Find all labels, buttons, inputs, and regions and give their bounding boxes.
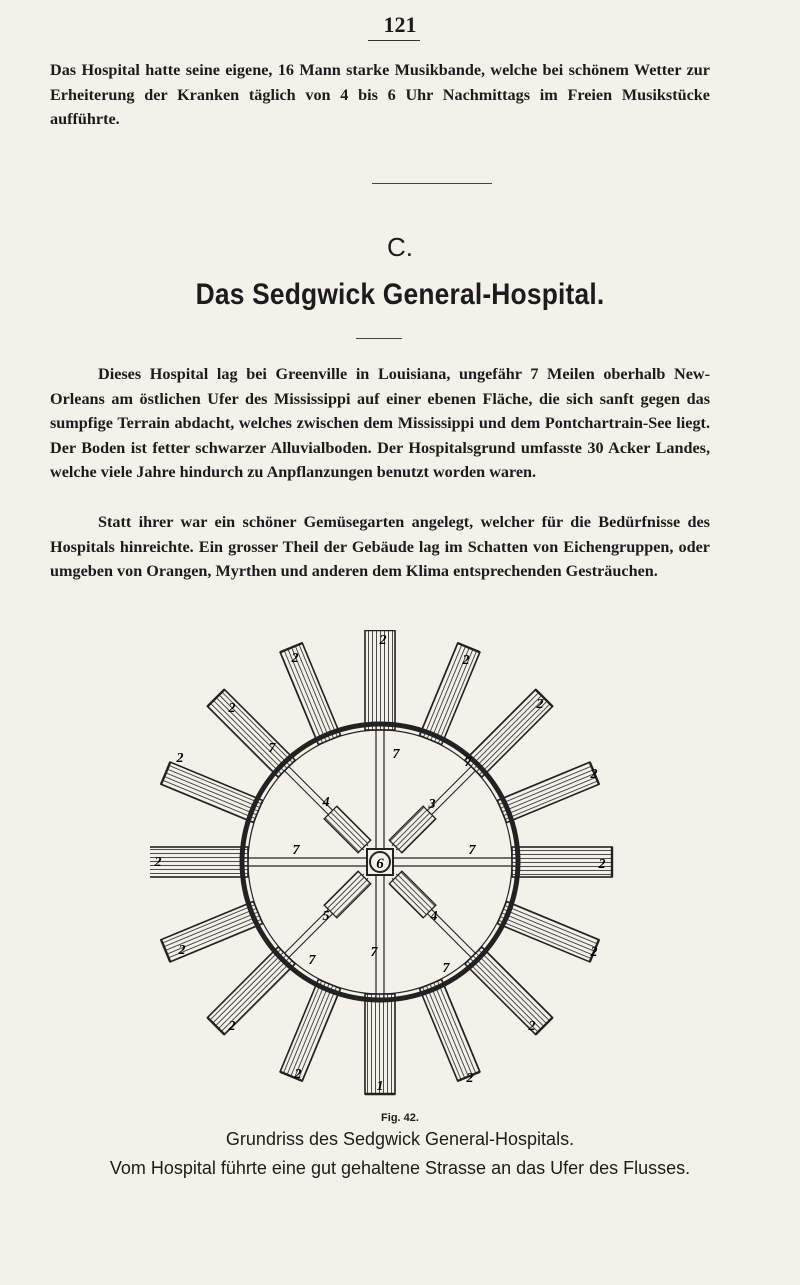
plan-label: 7: [392, 747, 400, 762]
section-title: Das Sedgwick General-Hospital.: [195, 278, 605, 311]
ward-pavilion: [161, 762, 263, 822]
section-separator-rule: [372, 183, 492, 184]
plan-label: 7: [268, 741, 276, 756]
plan-label: 2: [294, 1067, 302, 1082]
plan-label: 7: [370, 945, 378, 960]
plan-label: 2: [462, 653, 470, 668]
inner-building-body: [324, 871, 371, 918]
inner-building: [389, 871, 436, 918]
plan-label: 2: [528, 1019, 536, 1034]
ward-body: [280, 643, 340, 745]
plan-label: 2: [466, 1071, 474, 1086]
plan-label: 2: [536, 697, 544, 712]
ward-body: [512, 847, 612, 877]
plan-label: 2: [590, 945, 598, 960]
plan-label: 2: [379, 633, 387, 648]
ward-pavilion: [161, 901, 263, 961]
plan-label: 2: [291, 651, 299, 666]
ward-pavilion: [280, 979, 340, 1081]
plan-label: 2: [228, 1019, 236, 1034]
inner-building: [324, 806, 371, 853]
plan-label: 2: [228, 701, 236, 716]
ward-body: [280, 979, 340, 1081]
plan-label: 2: [598, 857, 606, 872]
inner-building-body: [389, 806, 436, 853]
figure-caption: Grundriss des Sedgwick General-Hospitals.: [225, 1129, 575, 1149]
ward-body: [161, 901, 263, 961]
page-number: 121: [383, 12, 417, 37]
plan-label: 2: [178, 943, 186, 958]
plan-label: 7: [292, 843, 300, 858]
ward-pavilion: [497, 762, 599, 822]
ward-body: [419, 643, 479, 745]
figure-label: Fig. 42.: [381, 1112, 419, 1124]
ward-body: [150, 847, 248, 877]
inner-building: [389, 806, 436, 853]
plan-label: 3: [428, 797, 436, 812]
ward-body: [497, 762, 599, 822]
ward-body: [161, 762, 263, 822]
plan-label: 4: [430, 909, 438, 924]
plan-label: 7: [308, 953, 316, 968]
plan-label: 2: [590, 767, 598, 782]
page-number-rule: [368, 40, 420, 41]
plan-label: 5: [322, 909, 330, 924]
ward-pavilion: [512, 847, 612, 877]
plan-label: 7: [464, 755, 472, 770]
ward-pavilion: [150, 847, 248, 877]
inner-building-body: [389, 871, 436, 918]
plan-label: 2: [176, 751, 184, 766]
ward-body: [419, 979, 479, 1081]
plan-label: 7: [468, 843, 476, 858]
ward-pavilion: [497, 901, 599, 961]
paragraph-description: Dieses Hospital lag bei Greenville in Louisiana, ungefähr 7 Meilen oberhalb New-Orleans am östlichen Ufer des Mississippi auf einer ebenen Fläche, die sich sanft gegen das sumpfige Terrain abdacht, welches zwischen dem Mississippi und dem Pontchartrain-See liegt. Der Boden ist fetter schwarzer Alluvialboden. Der Hospitalsgrund umfasste 30 Acker Landes, welche viele Jahre hindurch zu Anpflanzungen benutzt worden waren.: [50, 365, 710, 481]
center-label: 6: [376, 856, 384, 872]
final-line: Vom Hospital führte eine gut gehaltene Strasse an das Ufer des Flusses.: [109, 1158, 691, 1178]
hospital-floor-plan-figure: [150, 630, 630, 1110]
ward-pavilion: [419, 979, 479, 1081]
plan-label: 2: [154, 855, 162, 870]
paragraph-garden: Statt ihrer war ein schöner Gemüsegarten angelegt, welcher für die Bedürfnisse des Hospitals hinreichte. Ein grosser Theil der Gebäude lag im Schatten von Eichengruppen, oder umgeben von Orangen, Myrthen und anderen dem Klima entsprechenden Gesträuchen.: [50, 513, 710, 580]
inner-building-body: [324, 806, 371, 853]
inner-building: [324, 871, 371, 918]
ward-pavilion: [419, 643, 479, 745]
section-letter: C.: [387, 232, 413, 262]
plan-label: 4: [322, 795, 330, 810]
plan-label: 7: [442, 961, 450, 976]
title-underline-rule: [356, 338, 402, 339]
plan-label: 1: [376, 1079, 384, 1094]
intro-paragraph: Das Hospital hatte seine eigene, 16 Mann starke Musikbande, welche bei schönem Wetter zur Erheiterung der Kranken täglich von 4 bis 6 Uhr Nachmittags im Freien Musikstücke aufführte.: [50, 61, 710, 128]
ward-body: [497, 901, 599, 961]
ward-pavilion: [280, 643, 340, 745]
